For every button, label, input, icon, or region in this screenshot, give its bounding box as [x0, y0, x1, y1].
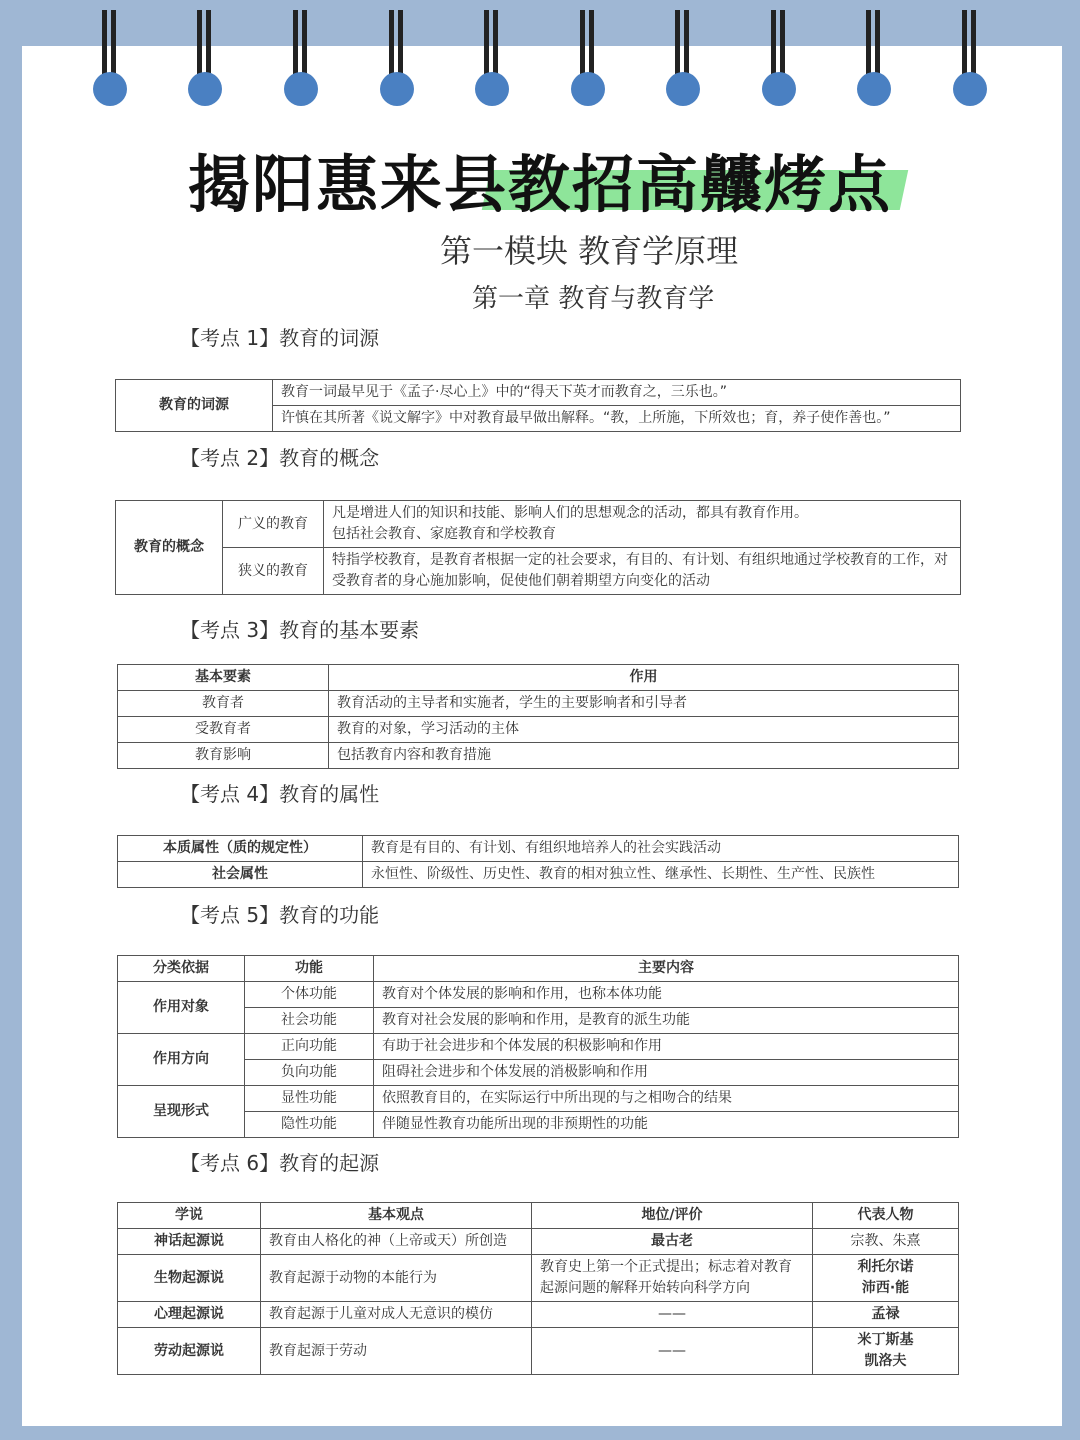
kp1-heading: 【考点 1】教育的词源 [180, 326, 380, 350]
kp2-heading: 【考点 2】教育的概念 [180, 446, 380, 470]
page-title: 揭阳惠来县教招高齉烤点 [187, 148, 892, 221]
kp1-table [115, 379, 961, 432]
binder-ring-icon [188, 10, 222, 102]
table-row: 神话起源说 教育由人格化的神（上帝或天）所创造 最古老 宗教、朱熹 [118, 1229, 959, 1255]
kp6-col2: 基本观点 [261, 1203, 532, 1229]
chapter-title: 第一章 教育与教育学 [472, 284, 715, 314]
table-row: 心理起源说 教育起源于儿童对成人无意识的模仿 —— 孟禄 [118, 1302, 959, 1328]
table-row: 教育影响 包括教育内容和教育措施 [118, 743, 959, 769]
binder-ring-icon [571, 10, 605, 102]
kp5-heading: 【考点 5】教育的功能 [180, 903, 380, 927]
kp2-narrow-label: 狭义的教育 [223, 548, 324, 595]
kp5-col3: 主要内容 [374, 956, 959, 982]
kp6-heading: 【考点 6】教育的起源 [180, 1151, 380, 1175]
table-row: 隐性功能 伴随显性教育功能所出现的非预期性的功能 [118, 1112, 959, 1138]
kp2-broad-text: 凡是增进人们的知识和技能、影响人们的思想观念的活动，都具有教育作用。 包括社会教育、家庭教育和学校教育 [324, 501, 961, 548]
table-row: 呈现形式 显性功能 依照教育目的，在实际运行中所出现的与之相吻合的结果 [118, 1086, 959, 1112]
kp5-table [117, 955, 959, 1138]
kp1-label: 教育的词源 [116, 380, 273, 432]
kp2-broad-label: 广义的教育 [223, 501, 324, 548]
kp6-col4: 代表人物 [813, 1203, 959, 1229]
table-row: 教育者 教育活动的主导者和实施者，学生的主要影响者和引导者 [118, 691, 959, 717]
binder-ring-icon [666, 10, 700, 102]
binder-ring-icon [475, 10, 509, 102]
binder-ring-icon [284, 10, 318, 102]
kp3-heading: 【考点 3】教育的基本要素 [180, 618, 420, 642]
binder-ring-icon [857, 10, 891, 102]
table-row: 本质属性（质的规定性） 教育是有目的、有计划、有组织地培养人的社会实践活动 [118, 836, 959, 862]
kp6-table [117, 1202, 959, 1375]
kp4-table [117, 835, 959, 888]
kp6-col1: 学说 [118, 1203, 261, 1229]
module-title: 第一模块 教育学原理 [440, 232, 739, 270]
table-row: 作用对象 个体功能 教育对个体发展的影响和作用，也称本体功能 [118, 982, 959, 1008]
binder-ring-icon [93, 10, 127, 102]
kp5-col1: 分类依据 [118, 956, 245, 982]
binder-ring-icon [380, 10, 414, 102]
table-row: 社会功能 教育对社会发展的影响和作用，是教育的派生功能 [118, 1008, 959, 1034]
kp3-table [117, 664, 959, 769]
table-row: 受教育者 教育的对象，学习活动的主体 [118, 717, 959, 743]
kp6-col3: 地位/评价 [532, 1203, 813, 1229]
kp3-col2: 作用 [329, 665, 959, 691]
kp5-col2: 功能 [245, 956, 374, 982]
table-row: 社会属性 永恒性、阶级性、历史性、教育的相对独立性、继承性、长期性、生产性、民族性 [118, 862, 959, 888]
kp2-narrow-text: 特指学校教育，是教育者根据一定的社会要求，有目的、有计划、有组织地通过学校教育的工作，对受教育者的身心施加影响，促使他们朝着期望方向变化的活动 [324, 548, 961, 595]
table-row: 劳动起源说 教育起源于劳动 —— 米丁斯基 凯洛夫 [118, 1328, 959, 1375]
kp2-label: 教育的概念 [116, 501, 223, 595]
table-row: 负向功能 阻碍社会进步和个体发展的消极影响和作用 [118, 1060, 959, 1086]
kp1-row2: 许慎在其所著《说文解字》中对教育最早做出解释。“教，上所施，下所效也；育，养子使作善也。” [273, 406, 961, 432]
kp2-table [115, 500, 961, 595]
table-row: 生物起源说 教育起源于动物的本能行为 教育史上第一个正式提出；标志着对教育起源问题的解释开始转向科学方向 利托尔诺 沛西·能 [118, 1255, 959, 1302]
table-row: 作用方向 正向功能 有助于社会进步和个体发展的积极影响和作用 [118, 1034, 959, 1060]
kp1-row1: 教育一词最早见于《孟子·尽心上》中的“得天下英才而教育之，三乐也。” [273, 380, 961, 406]
binder-ring-icon [762, 10, 796, 102]
kp4-heading: 【考点 4】教育的属性 [180, 782, 380, 806]
kp3-col1: 基本要素 [118, 665, 329, 691]
binder-ring-icon [953, 10, 987, 102]
